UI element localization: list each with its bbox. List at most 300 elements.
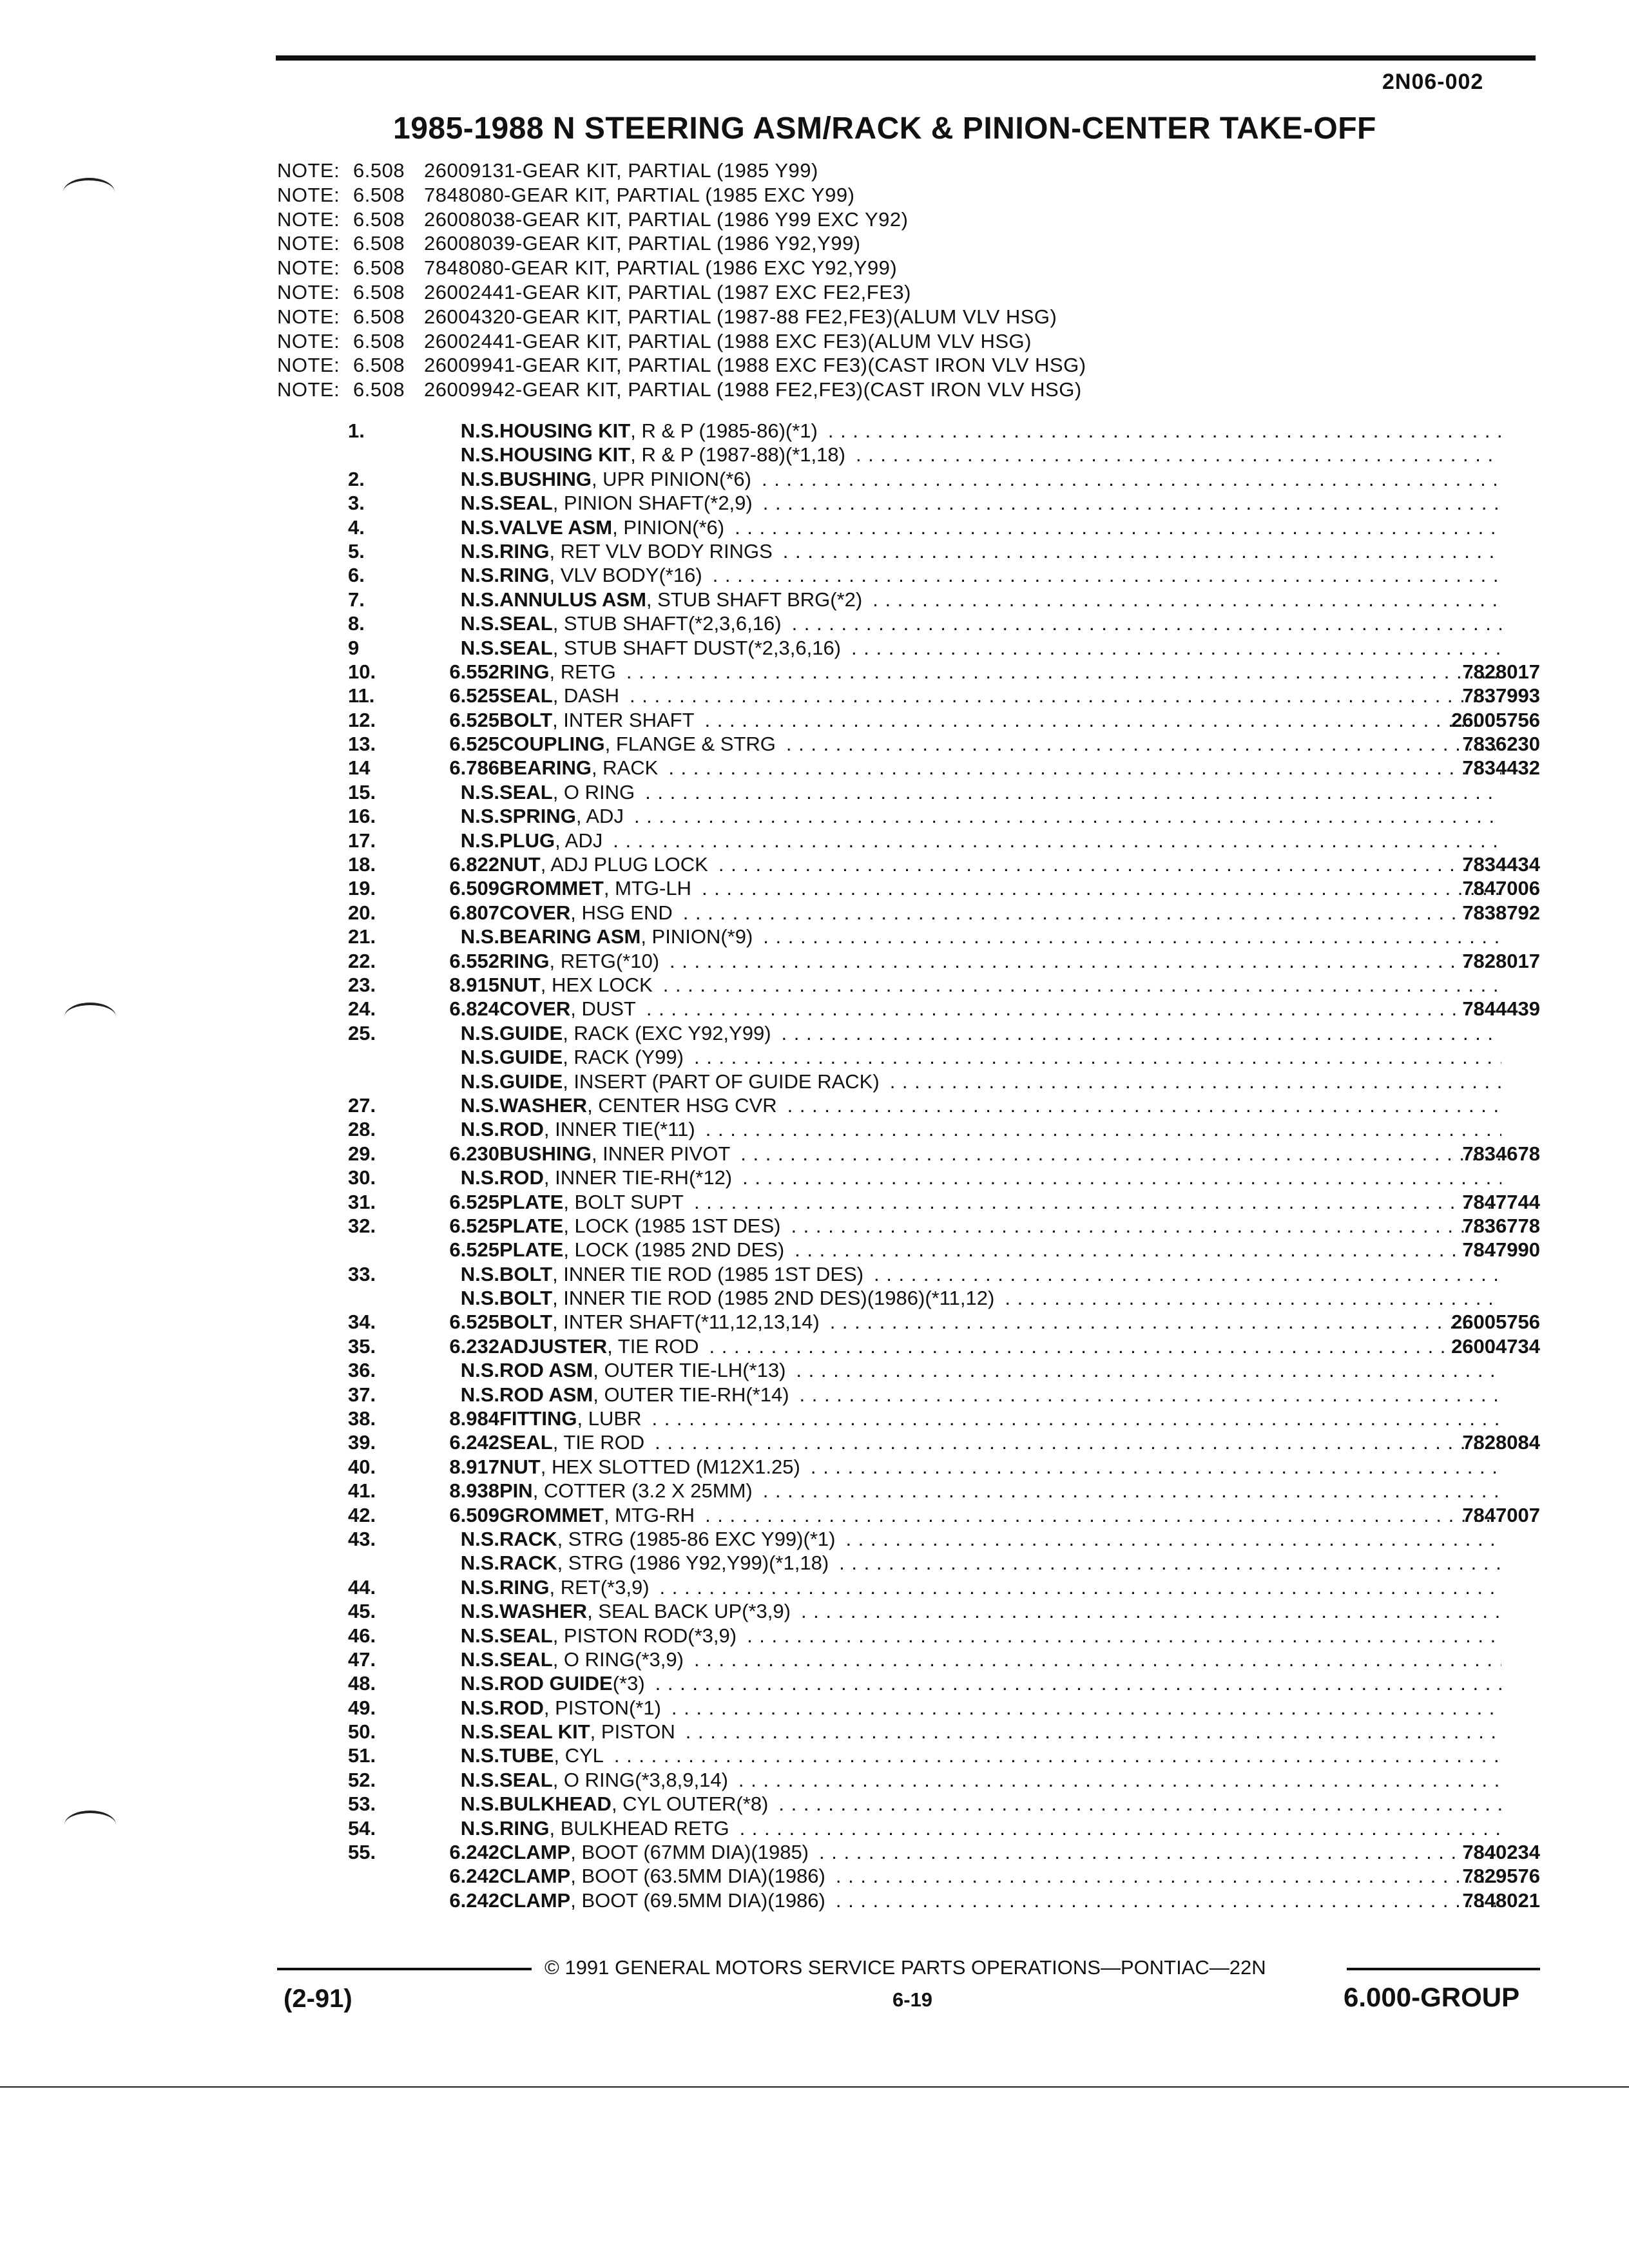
part-group-number: N.S.: [460, 1696, 499, 1719]
part-group-number: N.S.: [460, 1792, 499, 1816]
part-name: RING: [499, 949, 550, 972]
part-detail: , PISTON: [590, 1720, 675, 1744]
part-description: [499, 1238, 1540, 1262]
part-group-number: N.S.: [460, 1600, 499, 1623]
part-number: 7829576: [1462, 1865, 1540, 1888]
part-group-number: 6.525: [449, 1238, 499, 1262]
part-name: PIN: [499, 1479, 533, 1503]
part-description: [499, 1479, 1540, 1503]
note-label: NOTE:: [277, 329, 340, 352]
part-index: 37.: [348, 1383, 376, 1406]
part-row: [348, 419, 1540, 443]
part-row: [348, 1527, 1540, 1551]
note-line: [277, 207, 1086, 232]
part-index: 54.: [348, 1816, 376, 1840]
part-row: [348, 684, 1540, 707]
part-name: TUBE: [499, 1744, 554, 1767]
part-index: 3.: [348, 492, 365, 515]
part-row: [348, 876, 1540, 900]
binder-hole-mark: [63, 178, 115, 206]
dot-leader: [634, 804, 1501, 828]
part-detail: , RETG: [549, 660, 616, 683]
part-description: [499, 1792, 1540, 1816]
note-line: [277, 353, 1086, 378]
part-row: [348, 925, 1540, 948]
part-name: GUIDE: [499, 1070, 563, 1093]
part-number: 7844439: [1462, 997, 1540, 1021]
part-group-number: 6.242: [449, 1888, 499, 1912]
part-group-number: 6.242: [449, 1841, 499, 1864]
part-name: CLAMP: [499, 1865, 571, 1888]
part-row: [348, 443, 1540, 466]
part-detail: , VLV BODY(*16): [549, 564, 702, 587]
part-index: 10.: [348, 660, 376, 683]
part-description: [499, 1310, 1540, 1334]
dot-leader: [686, 1720, 1501, 1744]
dot-leader: [645, 780, 1501, 804]
part-description: [499, 1744, 1540, 1767]
part-row: [348, 829, 1540, 852]
part-description: [499, 1864, 1540, 1888]
dot-leader: [792, 611, 1501, 635]
part-detail: , UPR PINION(*6): [591, 467, 751, 490]
part-detail: , TIE ROD: [607, 1334, 699, 1358]
part-group-number: 6.525: [449, 684, 499, 707]
part-detail: , BULKHEAD RETG: [549, 1816, 729, 1840]
part-description: [499, 1262, 1540, 1286]
part-group-number: 6.242: [449, 1431, 499, 1454]
dot-leader: [705, 1503, 1501, 1527]
part-detail: , RETG(*10): [549, 949, 660, 972]
part-name: RING: [499, 539, 550, 562]
part-description: [499, 684, 1540, 707]
part-detail: (*3): [612, 1672, 645, 1695]
part-row: [348, 1792, 1540, 1816]
part-detail: , LOCK (1985 2ND DES): [563, 1238, 785, 1262]
note-text: 7848080-GEAR KIT, PARTIAL (1986 EXC Y92,Y99): [424, 256, 898, 280]
part-row: [348, 1310, 1540, 1334]
part-detail: , R & P (1985-86)(*1): [630, 419, 818, 442]
dot-leader: [706, 1117, 1501, 1141]
note-version: 6.508: [353, 329, 405, 352]
part-detail: , RACK: [591, 756, 659, 780]
part-row: [348, 563, 1540, 587]
part-description: [499, 443, 1540, 466]
dot-leader: [786, 732, 1501, 756]
part-index: 22.: [348, 949, 376, 972]
part-detail: , STRG (1985-86 EXC Y99)(*1): [557, 1527, 836, 1550]
part-row: [348, 1599, 1540, 1623]
part-index: 23.: [348, 973, 376, 996]
part-name: SEAL: [499, 1768, 553, 1791]
part-index: 24.: [348, 997, 376, 1021]
part-description: [499, 419, 1540, 443]
part-group-number: N.S.: [460, 805, 499, 828]
note-text: 26009942-GEAR KIT, PARTIAL (1988 FE2,FE3)(CAST IRON VLV HSG): [424, 378, 1082, 401]
part-name: PLATE: [499, 1214, 564, 1237]
part-index: 43.: [348, 1527, 376, 1550]
dot-leader: [713, 563, 1501, 587]
part-row: [348, 997, 1540, 1021]
part-description: [499, 1142, 1540, 1166]
part-group-number: N.S.: [460, 1575, 499, 1599]
part-index: 1.: [348, 419, 365, 442]
part-detail: , OUTER TIE-LH(*13): [593, 1359, 786, 1382]
part-row: [348, 1479, 1540, 1503]
part-description: [499, 1840, 1540, 1864]
part-index: 48.: [348, 1672, 376, 1695]
part-index: 49.: [348, 1696, 376, 1719]
part-index: 20.: [348, 901, 376, 924]
part-detail: , DASH: [552, 684, 620, 707]
part-number: 7828017: [1462, 949, 1540, 972]
part-group-number: 8.915: [449, 973, 499, 996]
note-text: 26002441-GEAR KIT, PARTIAL (1987 EXC FE2,FE3): [424, 280, 911, 303]
part-number: 7847990: [1462, 1238, 1540, 1262]
part-name: SEAL: [499, 636, 553, 659]
part-index: 13.: [348, 733, 376, 756]
note-line: [277, 378, 1086, 402]
part-description: [499, 1671, 1540, 1695]
part-group-number: 6.525: [449, 1214, 499, 1237]
part-index: 41.: [348, 1479, 376, 1503]
note-version: 6.508: [353, 207, 405, 231]
part-group-number: N.S.: [460, 612, 499, 635]
part-detail: , INNER TIE-RH(*12): [543, 1166, 733, 1189]
part-name: SEAL: [499, 1431, 553, 1454]
part-name: SPRING: [499, 805, 576, 828]
dot-leader: [787, 1093, 1501, 1117]
part-row: [348, 611, 1540, 635]
part-detail: , O RING: [552, 780, 635, 803]
part-row: [348, 636, 1540, 660]
part-index: 32.: [348, 1214, 376, 1237]
part-detail: , BOOT (63.5MM DIA)(1986): [570, 1865, 825, 1888]
dot-leader: [655, 1430, 1501, 1454]
part-description: [499, 1720, 1540, 1744]
part-group-number: 6.552: [449, 660, 499, 683]
part-index: 14: [348, 756, 371, 780]
part-description: [499, 1430, 1540, 1454]
part-description: [499, 491, 1540, 515]
part-group-number: 6.824: [449, 997, 499, 1021]
part-name: WASHER: [499, 1600, 588, 1623]
part-name: ROD GUIDE: [499, 1672, 613, 1695]
dot-leader: [740, 1816, 1501, 1840]
part-row: [348, 1503, 1540, 1527]
part-index: 52.: [348, 1768, 376, 1791]
parts-list: [348, 419, 1540, 1912]
part-row: [348, 1816, 1540, 1840]
part-group-number: N.S.: [460, 1744, 499, 1767]
part-detail: , RET VLV BODY RINGS: [549, 539, 773, 562]
part-row: [348, 1551, 1540, 1575]
dot-leader: [800, 1383, 1501, 1407]
part-group-number: 6.509: [449, 877, 499, 900]
part-description: [499, 852, 1540, 876]
part-group-number: 6.822: [449, 853, 499, 876]
part-index: 19.: [348, 877, 376, 900]
part-description: [499, 829, 1540, 852]
part-index: 29.: [348, 1142, 376, 1165]
part-detail: , CYL: [554, 1744, 604, 1767]
part-row: [348, 1430, 1540, 1454]
part-index: 53.: [348, 1792, 376, 1816]
part-detail: , RACK (EXC Y92,Y99): [563, 1021, 771, 1044]
part-description: [499, 1070, 1540, 1093]
part-name: PLUG: [499, 829, 555, 852]
note-line: [277, 256, 1086, 280]
part-name: COUPLING: [499, 733, 605, 756]
part-description: [499, 467, 1540, 491]
dot-leader: [874, 1262, 1501, 1286]
part-name: BUSHING: [499, 1142, 592, 1165]
part-index: 21.: [348, 925, 376, 948]
part-detail: , INTER SHAFT: [552, 708, 695, 731]
part-name: ANNULUS ASM: [499, 588, 646, 611]
dot-leader: [872, 588, 1501, 611]
part-detail: , ADJ: [555, 829, 603, 852]
note-line: [277, 231, 1086, 256]
dot-leader: [683, 901, 1501, 925]
note-version: 6.508: [353, 305, 405, 328]
part-group-number: N.S.: [460, 1118, 499, 1141]
dot-leader: [651, 1407, 1501, 1430]
part-name: RACK: [499, 1552, 557, 1575]
part-row: [348, 1744, 1540, 1767]
part-group-number: N.S.: [460, 1021, 499, 1044]
part-group-number: N.S.: [460, 780, 499, 803]
part-number: 7828017: [1462, 660, 1540, 683]
dot-leader: [811, 1455, 1501, 1479]
note-text: 26009131-GEAR KIT, PARTIAL (1985 Y99): [424, 159, 818, 182]
part-group-number: N.S.: [460, 1672, 499, 1695]
dot-leader: [1005, 1286, 1501, 1310]
part-row: [348, 1575, 1540, 1599]
note-text: 7848080-GEAR KIT, PARTIAL (1985 EXC Y99): [424, 183, 855, 206]
part-number: 7836230: [1462, 733, 1540, 756]
part-detail: , RET(*3,9): [549, 1575, 650, 1599]
dot-leader: [763, 925, 1501, 948]
note-version: 6.508: [353, 232, 405, 255]
part-detail: , O RING(*3,9): [552, 1648, 684, 1671]
dot-leader: [655, 1671, 1501, 1695]
part-number: 7848021: [1462, 1888, 1540, 1912]
part-detail: , BOOT (69.5MM DIA)(1986): [570, 1888, 825, 1912]
part-index: 9: [348, 636, 360, 659]
part-description: [499, 973, 1540, 997]
part-group-number: 6.807: [449, 901, 499, 924]
part-index: 38.: [348, 1407, 376, 1430]
part-description: [499, 1045, 1540, 1069]
dot-leader: [735, 515, 1501, 539]
footer-rule-left: [277, 1968, 532, 1970]
part-description: [499, 997, 1540, 1021]
part-row: [348, 1671, 1540, 1695]
part-group-number: 6.525: [449, 1311, 499, 1334]
dot-leader: [709, 1334, 1502, 1358]
note-version: 6.508: [353, 159, 405, 182]
dot-leader: [762, 467, 1501, 491]
part-group-number: 6.552: [449, 949, 499, 972]
part-detail: , STUB SHAFT DUST(*2,3,6,16): [552, 636, 842, 659]
part-row: [348, 1070, 1540, 1093]
part-row: [348, 732, 1540, 756]
part-group-number: N.S.: [460, 539, 499, 562]
part-description: [499, 1648, 1540, 1671]
part-index: 36.: [348, 1359, 376, 1382]
part-index: 39.: [348, 1431, 376, 1454]
note-text: 26004320-GEAR KIT, PARTIAL (1987-88 FE2,FE3)(ALUM VLV HSG): [424, 305, 1057, 328]
note-text: 26002441-GEAR KIT, PARTIAL (1988 EXC FE3)(ALUM VLV HSG): [424, 329, 1032, 352]
dot-leader: [613, 829, 1501, 852]
part-description: [499, 901, 1540, 925]
part-row: [348, 1334, 1540, 1358]
part-row: [348, 1166, 1540, 1189]
part-group-number: N.S.: [460, 443, 499, 466]
part-description: [499, 1407, 1540, 1430]
part-name: RING: [499, 1575, 550, 1599]
part-group-number: N.S.: [460, 492, 499, 515]
note-line: [277, 159, 1086, 183]
part-row: [348, 901, 1540, 925]
part-index: 15.: [348, 780, 376, 803]
note-line: [277, 329, 1086, 354]
note-label: NOTE:: [277, 159, 340, 182]
part-row: [348, 708, 1540, 732]
part-row: [348, 588, 1540, 611]
part-detail: , RACK (Y99): [563, 1046, 684, 1069]
dot-leader: [747, 1624, 1501, 1648]
part-row: [348, 515, 1540, 539]
part-row: [348, 1696, 1540, 1720]
part-group-number: 6.509: [449, 1503, 499, 1526]
part-name: NUT: [499, 853, 541, 876]
note-text: 26008038-GEAR KIT, PARTIAL (1986 Y99 EXC Y92): [424, 207, 909, 231]
part-number: 7837993: [1462, 684, 1540, 707]
note-label: NOTE:: [277, 207, 340, 231]
part-index: 45.: [348, 1600, 376, 1623]
part-number: 7834434: [1462, 853, 1540, 876]
part-name: NUT: [499, 1455, 541, 1478]
part-group-number: 6.525: [449, 708, 499, 731]
note-text: 26009941-GEAR KIT, PARTIAL (1988 EXC FE3)(CAST IRON VLV HSG): [424, 354, 1086, 377]
part-description: [499, 1214, 1540, 1238]
part-description: [499, 1117, 1540, 1141]
part-detail: , STRG (1986 Y92,Y99)(*1,18): [557, 1552, 829, 1575]
notes-list: [277, 159, 1086, 402]
part-row: [348, 491, 1540, 515]
part-row: [348, 1768, 1540, 1792]
part-detail: , FLANGE & STRG: [604, 733, 776, 756]
part-index: 25.: [348, 1021, 376, 1044]
part-name: BEARING ASM: [499, 925, 641, 948]
part-group-number: 8.917: [449, 1455, 499, 1478]
part-row: [348, 467, 1540, 491]
part-row: [348, 1045, 1540, 1069]
part-index: 16.: [348, 805, 376, 828]
part-detail: , INNER TIE ROD (1985 2ND DES)(1986)(*11,12): [552, 1287, 995, 1310]
part-detail: , PINION(*6): [612, 515, 725, 539]
part-detail: , STUB SHAFT(*2,3,6,16): [552, 612, 782, 635]
part-description: [499, 1624, 1540, 1648]
part-index: 6.: [348, 564, 365, 587]
part-row: [348, 1093, 1540, 1117]
part-group-number: 6.786: [449, 756, 499, 780]
part-index: 18.: [348, 853, 376, 876]
part-description: [499, 1575, 1540, 1599]
note-version: 6.508: [353, 183, 405, 206]
part-row: [348, 1624, 1540, 1648]
part-index: 5.: [348, 539, 365, 562]
part-detail: , INNER TIE ROD (1985 1ST DES): [552, 1262, 864, 1285]
note-version: 6.508: [353, 378, 405, 401]
part-index: 7.: [348, 588, 365, 611]
part-group-number: N.S.: [460, 1624, 499, 1647]
part-row: [348, 1720, 1540, 1744]
part-detail: , ADJ PLUG LOCK: [540, 853, 708, 876]
part-detail: , HEX SLOTTED (M12X1.25): [540, 1455, 800, 1478]
note-version: 6.508: [353, 354, 405, 377]
part-name: SEAL: [499, 1624, 553, 1647]
part-detail: , INNER PIVOT: [591, 1142, 731, 1165]
part-name: COVER: [499, 901, 571, 924]
part-row: [348, 1888, 1540, 1912]
part-group-number: N.S.: [460, 1287, 499, 1310]
part-name: RING: [499, 564, 550, 587]
part-row: [348, 973, 1540, 997]
part-name: ROD: [499, 1696, 544, 1719]
part-number: 7838792: [1462, 901, 1540, 924]
dot-leader: [738, 1768, 1501, 1792]
part-group-number: N.S.: [460, 515, 499, 539]
part-row: [348, 1648, 1540, 1671]
part-group-number: 6.525: [449, 733, 499, 756]
dot-leader: [778, 1792, 1501, 1816]
part-description: [499, 1888, 1540, 1912]
part-detail: , LUBR: [577, 1407, 642, 1430]
top-rule: [276, 55, 1536, 61]
part-name: ROD: [499, 1166, 544, 1189]
part-detail: , MTG-LH: [603, 877, 691, 900]
part-description: [499, 636, 1540, 660]
part-number: 7840234: [1462, 1841, 1540, 1864]
dot-leader: [845, 1527, 1501, 1551]
part-detail: , PINION SHAFT(*2,9): [552, 492, 753, 515]
part-description: [499, 1358, 1540, 1382]
part-name: RING: [499, 1816, 550, 1840]
part-row: [348, 1286, 1540, 1310]
part-name: BUSHING: [499, 467, 592, 490]
part-index: 2.: [348, 467, 365, 490]
part-group-number: N.S.: [460, 1527, 499, 1550]
dot-leader: [702, 876, 1501, 900]
dot-leader: [763, 491, 1501, 515]
dot-leader: [851, 636, 1501, 660]
dot-leader: [630, 684, 1501, 707]
part-row: [348, 1383, 1540, 1407]
part-group-number: 8.938: [449, 1479, 499, 1503]
dot-leader: [836, 1864, 1501, 1888]
part-row: [348, 852, 1540, 876]
part-description: [499, 876, 1540, 900]
part-description: [499, 660, 1540, 684]
part-name: BOLT: [499, 708, 553, 731]
part-name: ROD: [499, 1118, 544, 1141]
page-code: 2N06-002: [1382, 70, 1484, 94]
dot-leader: [828, 419, 1501, 443]
part-detail: , HEX LOCK: [540, 973, 653, 996]
